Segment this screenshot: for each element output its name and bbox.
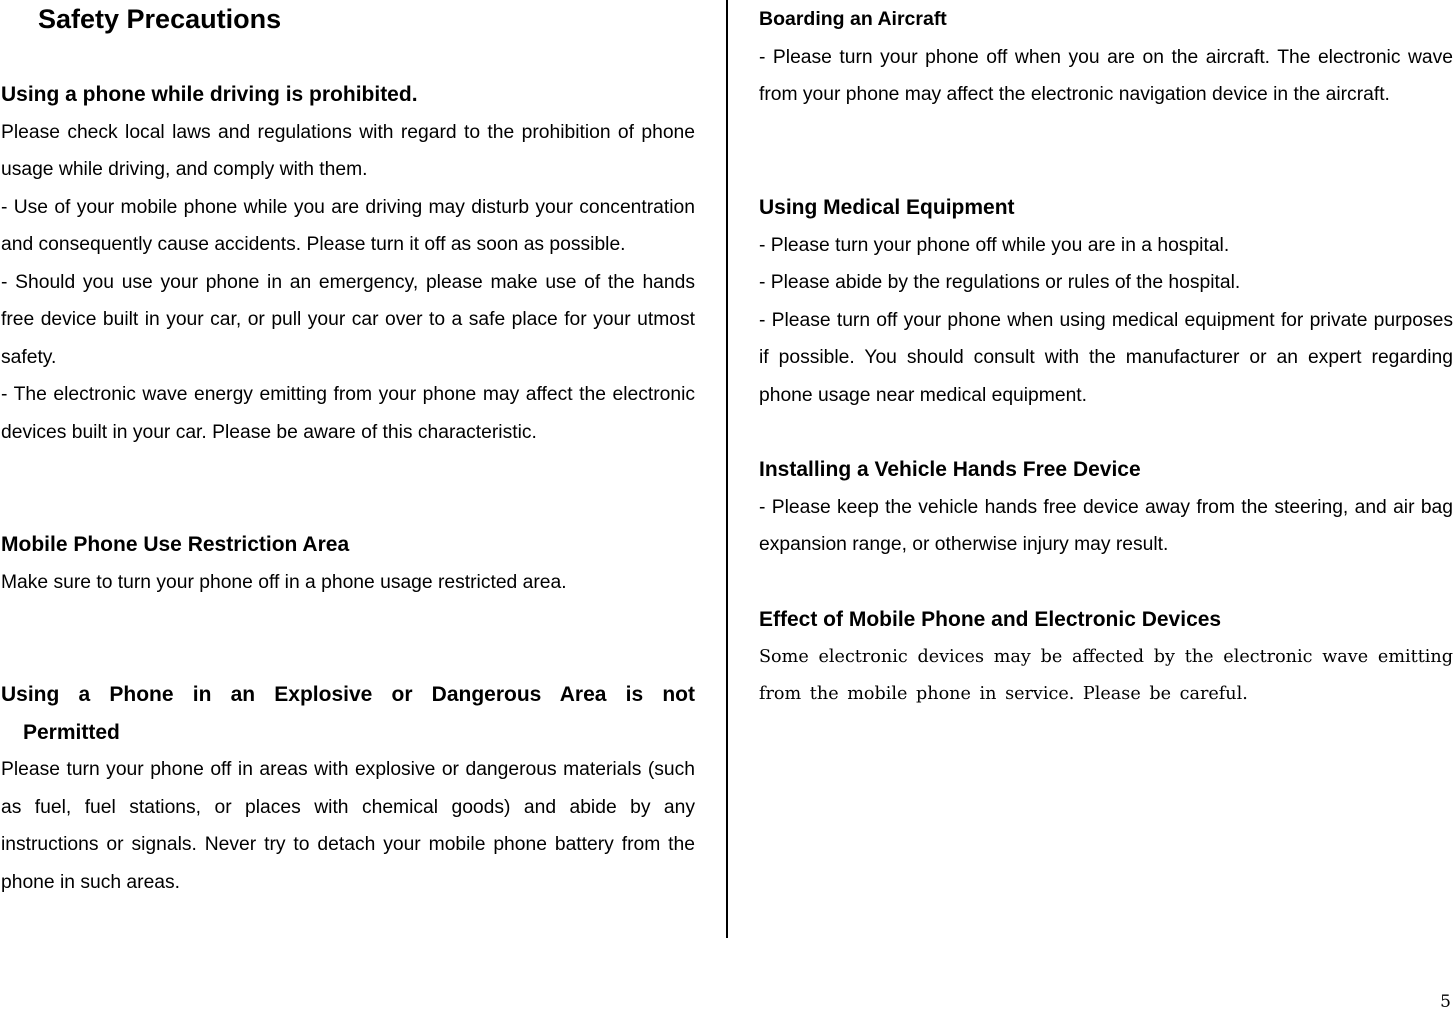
section-heading: Effect of Mobile Phone and Electronic Devices — [759, 608, 1222, 631]
paragraph: - Please turn your phone off while you are in a hospital. — [759, 234, 1230, 256]
paragraph: - Use of your mobile phone while you are driving may disturb your concentration and consequently cause accidents. Please turn it off as soon as possible. — [1, 196, 695, 255]
section-driving — [1, 76, 695, 451]
section-electronic-devices — [759, 601, 1453, 714]
paragraph: - Please turn your phone off when you are on the aircraft. The electronic wave from your phone may affect the electronic navigation device in the aircraft. — [759, 46, 1453, 105]
paragraph: - Please turn off your phone when using medical equipment for private purposes if possible. You should consult with the manufacturer or an expert regarding phone usage near medical equipment. — [759, 309, 1453, 406]
page-number: 5 — [1440, 992, 1451, 1012]
section-heading: Using a phone while driving is prohibited. — [1, 83, 418, 106]
section-heading: Installing a Vehicle Hands Free Device — [759, 458, 1141, 481]
section-hands-free — [759, 451, 1453, 564]
section-aircraft — [759, 1, 1453, 114]
page-title: Safety Precautions — [38, 4, 282, 34]
paragraph: Make sure to turn your phone off in a phone usage restricted area. — [1, 571, 567, 593]
paragraph: - Please abide by the regulations or rules of the hospital. — [759, 272, 1241, 293]
paragraph: Some electronic devices may be affected by the electronic wave emitting from the mobile phone in service. Please be careful. — [759, 646, 1453, 704]
paragraph: - Should you use your phone in an emergency, please make use of the hands free device built in your car, or pull your car over to a safe place for your utmost safety. — [1, 271, 695, 368]
section-heading: Boarding an Aircraft — [759, 8, 947, 30]
section-medical — [759, 189, 1453, 414]
section-heading: Mobile Phone Use Restriction Area — [1, 533, 350, 556]
section-restriction-area — [1, 526, 695, 601]
section-heading-line: Using a Phone in an Explosive or Dangerous Area is not — [1, 683, 695, 706]
paragraph: Please check local laws and regulations with regard to the prohibition of phone usage while driving, and comply with them. — [1, 121, 695, 180]
section-heading-line: Permitted — [23, 720, 120, 744]
section-explosive-area — [1, 676, 695, 901]
paragraph: - Please keep the vehicle hands free device away from the steering, and air bag expansion range, or otherwise injury may result. — [759, 496, 1453, 555]
paragraph: Please turn your phone off in areas with explosive or dangerous materials (such as fuel, fuel stations, or places with chemical goods) and abide by any instructions or signals. Never try to detach your mobile phone battery from the phone in such areas. — [1, 759, 695, 893]
paragraph: - The electronic wave energy emitting from your phone may affect the electronic devices built in your car. Please be aware of this characteristic. — [1, 384, 695, 443]
section-heading — [1, 676, 695, 751]
section-heading: Using Medical Equipment — [759, 196, 1015, 219]
column-divider — [726, 0, 728, 938]
